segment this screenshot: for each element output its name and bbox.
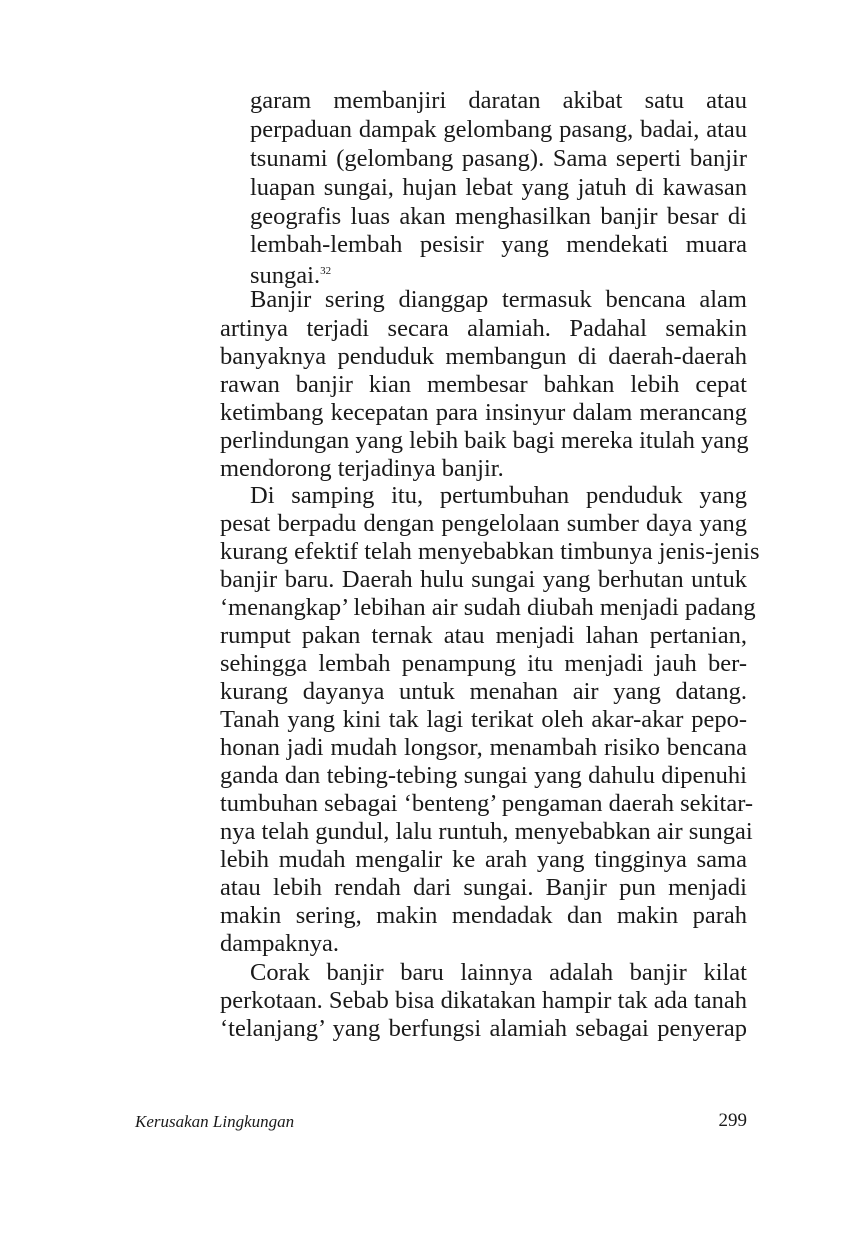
footnote-ref: 32	[320, 265, 332, 277]
text-line: ketimbang kecepatan para insinyur dalam merancang	[220, 399, 747, 426]
text-line: sehingga lembah penampung itu menjadi jauh ber-	[220, 650, 747, 677]
text-line: Di samping itu, pertumbuhan penduduk yang	[250, 482, 747, 509]
text-line: kurang efektif telah menyebabkan timbunya jenis-jenis	[220, 538, 760, 565]
text-line: dampaknya.	[220, 930, 340, 957]
text-line: lebih mudah mengalir ke arah yang tingginya sama	[220, 846, 747, 873]
text-line: Tanah yang kini tak lagi terikat oleh akar-akar pepo-	[220, 706, 747, 733]
text-line: ‘telanjang’ yang berfungsi alamiah sebagai penyerap	[220, 1015, 747, 1042]
text-line: Corak banjir baru lainnya adalah banjir kilat	[250, 959, 747, 986]
text-line: tumbuhan sebagai ‘benteng’ pengaman daerah sekitar-	[220, 790, 754, 817]
text-line: mendorong terjadinya banjir.	[220, 455, 504, 482]
page-number: 299	[718, 1110, 747, 1131]
text-line: rumput pakan ternak atau menjadi lahan pertanian,	[220, 622, 747, 649]
text-line: Banjir sering dianggap termasuk bencana alam	[250, 286, 747, 313]
text-line: tsunami (gelombang pasang). Sama seperti banjir	[250, 145, 747, 172]
running-footer-title: Kerusakan Lingkungan	[135, 1112, 295, 1131]
text-line: kurang dayanya untuk menahan air yang datang.	[220, 678, 747, 705]
text-line: pesat berpadu dengan pengelolaan sumber daya yang	[220, 510, 747, 537]
text-line: perkotaan. Sebab bisa dikatakan hampir tak ada tanah	[220, 987, 747, 1014]
text-line: lembah-lembah pesisir yang mendekati muara	[250, 231, 747, 258]
text-line: banjir baru. Daerah hulu sungai yang berhutan untuk	[220, 566, 747, 593]
text-line: banyaknya penduduk membangun di daerah-daerah	[220, 343, 747, 370]
text-line: garam membanjiri daratan akibat satu atau	[250, 87, 747, 114]
text-line: atau lebih rendah dari sungai. Banjir pun menjadi	[220, 874, 747, 901]
text-line: ganda dan tebing-tebing sungai yang dahulu dipenuhi	[220, 762, 747, 789]
text-line: artinya terjadi secara alamiah. Padahal semakin	[220, 315, 747, 342]
text-line: perlindungan yang lebih baik bagi mereka itulah yang	[220, 427, 749, 454]
text-line: perpaduan dampak gelombang pasang, badai, atau	[250, 116, 747, 143]
text-fragment: sungai.	[250, 262, 321, 289]
text-line: ‘menangkap’ lebihan air sudah diubah menjadi padang	[220, 594, 756, 621]
text-line: rawan banjir kian membesar bahkan lebih cepat	[220, 371, 747, 398]
text-line: nya telah gundul, lalu runtuh, menyebabkan air sungai	[220, 818, 753, 845]
text-line: geografis luas akan menghasilkan banjir besar di	[250, 203, 747, 230]
text-line: honan jadi mudah longsor, menambah risiko bencana	[220, 734, 747, 761]
text-line: luapan sungai, hujan lebat yang jatuh di kawasan	[250, 174, 747, 201]
text-line	[250, 257, 747, 289]
text-line: makin sering, makin mendadak dan makin parah	[220, 902, 747, 929]
